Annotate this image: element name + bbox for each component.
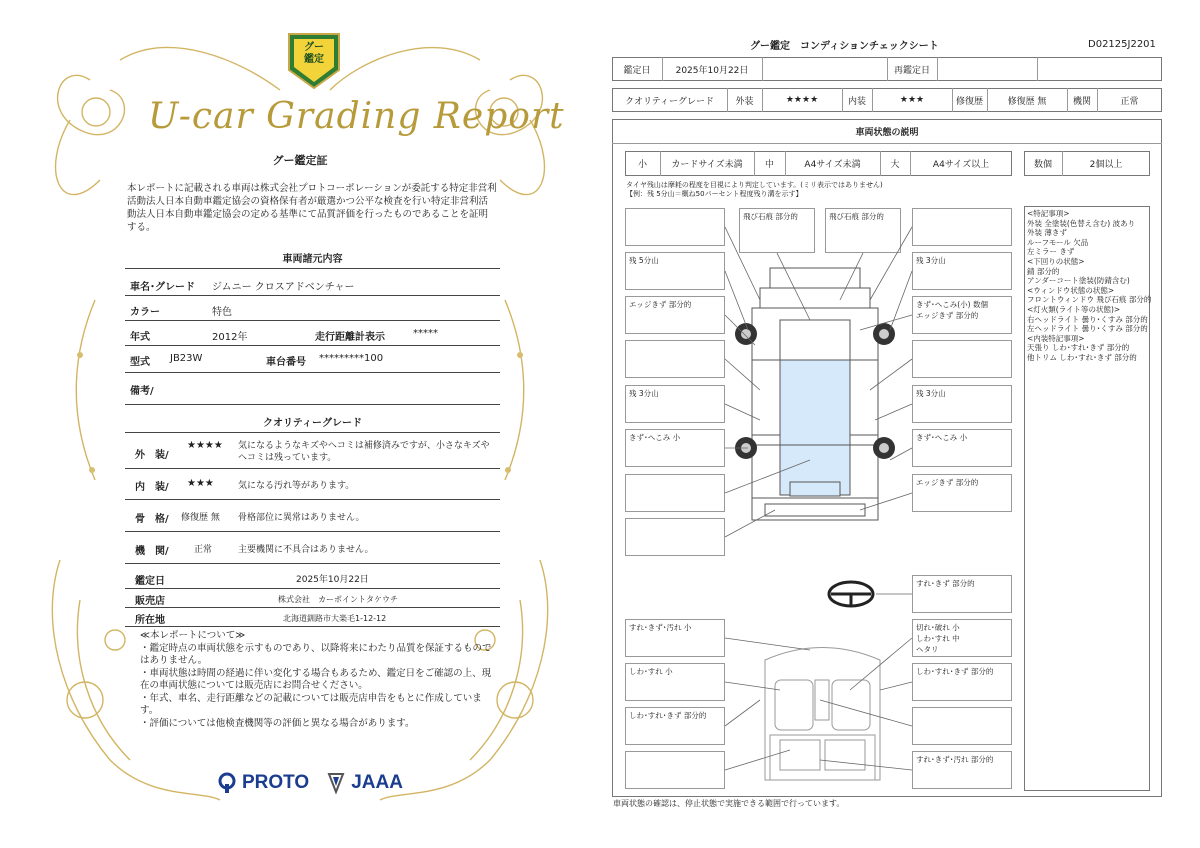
note-item: ・車両状態は時間の経過に伴い変化する場合もあるため、鑑定日をご確認の上、現在の車両状態については販売店にお問合せください。 (140, 667, 492, 691)
note-line: アンダーコート塗装(防錆含む) (1027, 276, 1130, 286)
frame-text: 骨格部位に異常はありません。 (238, 513, 365, 523)
divider (125, 468, 500, 469)
divider (125, 626, 500, 627)
divider (125, 268, 500, 269)
ext-label: 外装 (735, 96, 754, 107)
chassis-value: *********100 (319, 353, 384, 364)
interior-stars: ★★★ (187, 478, 214, 489)
engine-value: 正常 (1120, 96, 1139, 107)
interior-label: 内 装/ (135, 482, 169, 493)
legend-mid: 中 (764, 160, 774, 170)
int-box-r1: 切れ･破れ 小 しわ･すれ 中 ヘタリ (912, 619, 1012, 657)
spec-heading: 車両諸元内容 (282, 254, 343, 265)
legend-small-desc: カードサイズ未満 (671, 160, 743, 170)
ext-box-l5: 残 3分山 (625, 385, 725, 423)
legend-small: 小 (637, 160, 647, 170)
note-line: ルーフモール 欠品 (1027, 237, 1089, 247)
int-stars: ★★★ (899, 95, 925, 105)
ext-stars: ★★★★ (785, 95, 819, 105)
divider (125, 295, 500, 296)
proto-logo-text: PROTO (242, 772, 310, 793)
date-value: 2025年10月22日 (675, 65, 749, 76)
int-label: 内装 (847, 96, 866, 107)
report-script-title: U-car Grading Report (148, 96, 565, 137)
badge-text: グー 鑑定 (304, 42, 324, 65)
divider (125, 404, 500, 405)
ext-box-t1: 飛び石痕 部分的 (739, 208, 815, 253)
ext-box-l3: エッジきず 部分的 (625, 296, 725, 334)
leader-lines (600, 0, 1200, 848)
address-value: 北海道釧路市大楽毛1-12-12 (283, 614, 387, 623)
appraisal-date-label: 鑑定日 (135, 576, 165, 587)
int-box-steering: すれ･きず 部分的 (912, 575, 1012, 613)
exterior-label: 外 装/ (135, 450, 169, 461)
note-line: 右ヘッドライト 曇り･くすみ 部分的 (1027, 314, 1148, 324)
note-line: <ウィンドウ状態の状態> (1027, 285, 1115, 295)
notes-heading: ≪本レポートについて≫ (140, 630, 246, 641)
legend-count: 数個 (1033, 160, 1052, 170)
repair-label: 修復歴 (955, 96, 983, 107)
interior-text: 気になる汚れ等があります。 (238, 481, 355, 491)
divider (125, 499, 500, 500)
car-name-label: 車名･グレード (130, 282, 195, 293)
certificate-title: グー鑑定証 (272, 154, 328, 167)
note-line: 天張り しわ･すれ･きず 部分的 (1027, 343, 1130, 353)
appraisal-date-value: 2025年10月22日 (296, 575, 369, 585)
divider (125, 563, 500, 564)
car-name-value: ジムニー クロスアドベンチャー (212, 282, 355, 293)
remarks-label: 備考/ (130, 386, 154, 397)
note-line: 他トリム しわ･すれ･きず 部分的 (1027, 352, 1137, 362)
report-notes (140, 630, 500, 730)
tire-note: タイヤ残山は摩耗の程度を目視により判定しています。(ミリ表示ではありません) (626, 181, 883, 189)
year-value: 2012年 (212, 332, 248, 343)
ext-box-r5: 残 3分山 (912, 385, 1012, 423)
note-line: 錆 部分的 (1027, 266, 1060, 276)
tire-example: 【例：残 5分山＝概ね50パーセント程度残り溝を示す】 (626, 190, 803, 198)
chassis-label: 車台番号 (266, 357, 306, 368)
int-box-l2: しわ･すれ 小 (625, 663, 725, 701)
note-line: 外装 薄きず (1027, 228, 1067, 238)
ext-box-r7: エッジきず 部分的 (912, 474, 1012, 512)
int-box-l1: すれ･きず･汚れ 小 (625, 619, 725, 657)
proto-logo-icon (218, 772, 236, 794)
int-box-r4: すれ･きず･汚れ 部分的 (912, 751, 1012, 789)
engine-label: 機関 (1072, 96, 1091, 107)
divider (125, 320, 500, 321)
ext-box-t2: 飛び石痕 部分的 (825, 208, 901, 253)
model-label: 型式 (130, 357, 150, 368)
note-line: <内装特記事項> (1027, 333, 1085, 343)
address-label: 所在地 (135, 615, 165, 626)
repair-value: 修復歴 無 (1007, 96, 1047, 107)
ext-box-r6: きず･へこみ 小 (912, 429, 1012, 467)
note-item: ・年式、車名、走行距離などの記載については販売店申告をもとに作成しています。 (140, 692, 482, 716)
note-line: 左ヘッドライト 曇り･くすみ 部分的 (1027, 324, 1148, 334)
year-label: 年式 (130, 332, 150, 343)
note-item: ・評価については他検査機関等の評価と異なる場合があります。 (140, 717, 415, 729)
model-value: JB23W (170, 353, 203, 364)
explain-title: 車両状態の説明 (855, 127, 919, 138)
engine-value: 正常 (194, 545, 213, 555)
divider (125, 531, 500, 532)
engine-label: 機 関/ (135, 546, 169, 557)
legend-large-desc: A4サイズ以上 (932, 160, 990, 170)
exterior-stars: ★★★★ (187, 440, 223, 451)
note-item: ・鑑定時点の車両状態を示すものであり、以降将来にわたり品質を保証するものではありません。 (140, 642, 492, 666)
ext-box-r2: 残 3分山 (912, 252, 1012, 290)
shop-value: 株式会社 カーポイントタケウチ (278, 595, 398, 604)
ext-box-l2: 残 5分山 (625, 252, 725, 290)
frame-label: 骨 格/ (135, 514, 169, 525)
goo-kantei-badge-icon (285, 30, 343, 92)
int-box-r2: しわ･すれ･きず 部分的 (912, 663, 1012, 701)
note-line: <特記事項> (1027, 209, 1070, 218)
divider (125, 372, 500, 373)
sheet-title: グー鑑定 コンディションチェックシート (750, 41, 939, 52)
note-line: <下回りの状態> (1027, 256, 1085, 266)
ext-box-l6: きず･へこみ 小 (625, 429, 725, 467)
reappraisal-label: 再鑑定日 (893, 65, 930, 76)
legend-mid-desc: A4サイズ未満 (804, 160, 861, 170)
note-line: 左ミラー きず (1027, 247, 1075, 257)
divider (125, 345, 500, 346)
jaaa-logo-text: JAAA (351, 772, 403, 793)
mileage-label: 走行距離計表示 (315, 332, 385, 343)
logo-row (218, 772, 403, 794)
color-label: カラー (130, 307, 160, 318)
jaaa-logo-icon (327, 772, 345, 794)
color-value: 特色 (212, 307, 232, 318)
legend-count-desc: 2個以上 (1089, 160, 1123, 170)
sheet-footer: 車両状態の確認は、停止状態で実施できる範囲で行っています。 (613, 799, 845, 808)
divider (125, 588, 500, 589)
divider (125, 432, 500, 433)
mileage-value: ***** (413, 328, 438, 339)
frame-value: 修復歴 無 (181, 513, 220, 523)
note-line: フロントウィンドウ 飛び石痕 部分的 (1027, 295, 1152, 305)
shop-label: 販売店 (135, 596, 165, 607)
quality-grade-label: クオリティーグレード (624, 96, 715, 107)
divider (125, 607, 500, 608)
sheet-code: D02125J2201 (1088, 39, 1156, 50)
quality-heading: クオリティーグレード (263, 418, 362, 429)
note-line: 外装 全塗装(色替え含む) 波あり (1027, 218, 1136, 228)
date-label: 鑑定日 (623, 65, 651, 76)
legend-large: 大 (890, 160, 900, 170)
exterior-text: 気になるようなキズやヘコミは補修済みですが、小さなキズやヘコミは残っています。 (238, 441, 490, 463)
int-box-l3: しわ･すれ･きず 部分的 (625, 707, 725, 745)
certificate-intro: 本レポートに記載される車両は株式会社プロトコーポレーションが委託する特定非営利活動法人日本自動車鑑定協会の資格保有者が厳選かつ公平な検査を行い特定非営利活動法人日本自動車鑑定協会の定める基準にて品質評価を行ったものであることを証明する。 (127, 183, 497, 233)
engine-text: 主要機関に不具合はありません。 (238, 545, 374, 555)
ext-box-r3: きず･へこみ(小) 数個 エッジきず 部分的 (912, 296, 1012, 334)
note-line: <灯火類(ライト等の状態)> (1027, 304, 1121, 314)
